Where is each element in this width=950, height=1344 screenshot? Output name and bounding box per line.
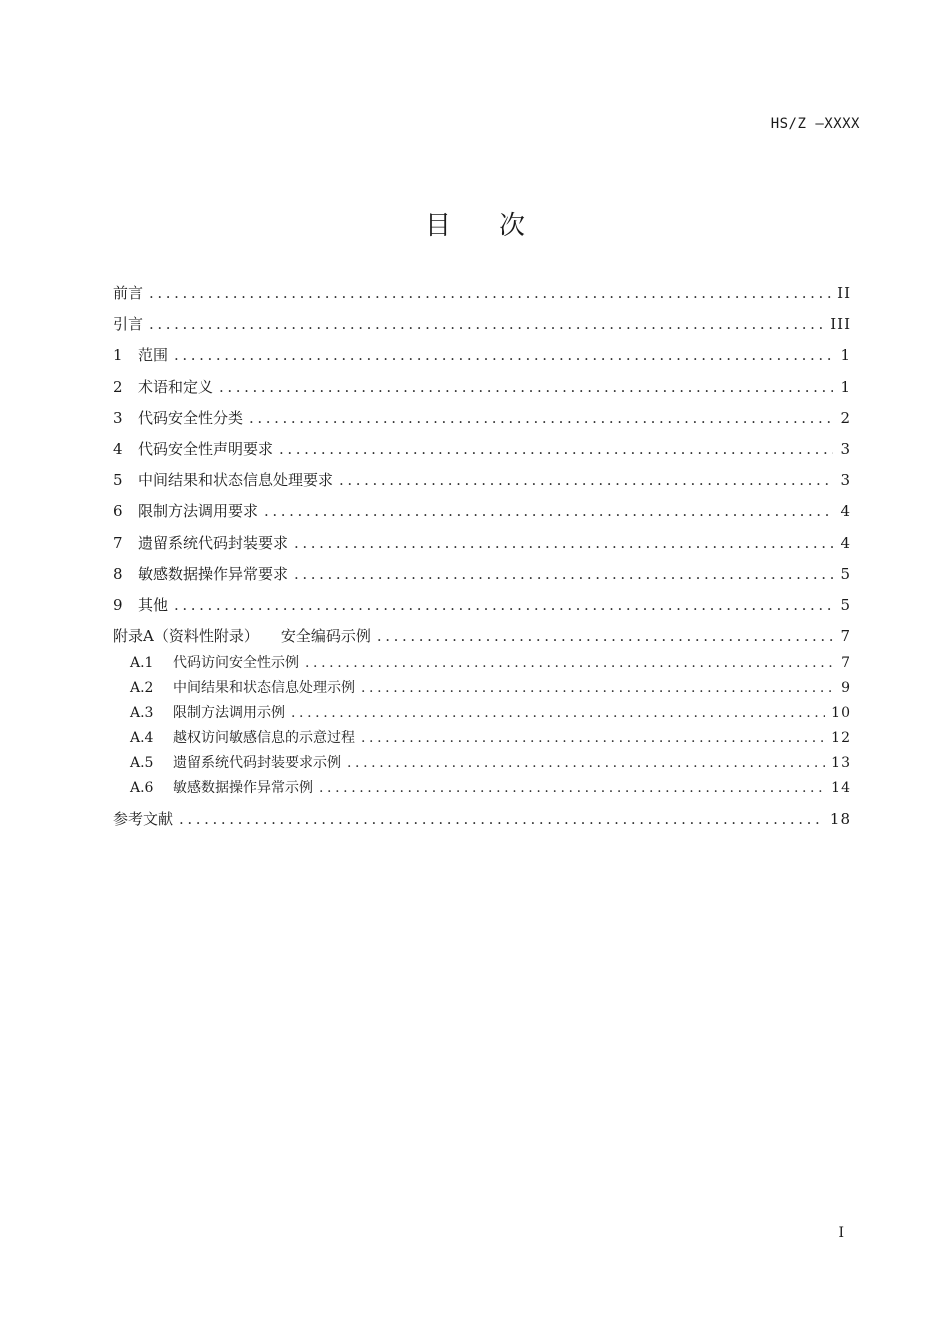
toc-label: 引言 — [113, 315, 144, 334]
toc-entry-a2[interactable] — [113, 677, 851, 702]
toc-leader — [149, 284, 831, 302]
toc-label: 附录A（资料性附录） — [113, 627, 259, 646]
toc-label: 敏感数据操作异常示例 — [173, 780, 313, 797]
toc-leader — [361, 680, 833, 696]
toc-page: 4 — [840, 533, 851, 552]
toc-leader — [174, 596, 833, 614]
toc-label: 越权访问敏感信息的示意过程 — [173, 730, 355, 747]
toc-leader — [179, 810, 824, 828]
toc-entry-a4[interactable] — [113, 727, 851, 752]
toc-leader — [219, 378, 833, 396]
toc-leader — [294, 534, 833, 552]
toc-label: 中间结果和状态信息处理要求 — [138, 471, 334, 490]
toc-label: 参考文献 — [113, 810, 174, 829]
toc-page: 1 — [840, 346, 851, 365]
toc-number: 6 — [113, 502, 123, 521]
toc-label: 范围 — [138, 346, 169, 365]
toc-label: 敏感数据操作异常要求 — [138, 564, 289, 583]
toc-leader — [339, 471, 833, 489]
toc-label: 前言 — [113, 284, 144, 302]
toc-number: 5 — [113, 471, 123, 490]
toc-page: 10 — [831, 705, 851, 722]
toc-number: 3 — [113, 408, 123, 427]
toc-page: 3 — [840, 439, 851, 458]
table-of-contents — [113, 282, 851, 839]
toc-label: 限制方法调用示例 — [173, 705, 285, 722]
toc-number: A.5 — [130, 755, 154, 772]
toc-leader — [361, 730, 825, 746]
toc-page: II — [837, 284, 851, 302]
toc-number: 9 — [113, 595, 123, 614]
toc-number: A.2 — [130, 680, 154, 697]
toc-page: 13 — [831, 755, 851, 772]
toc-number: 1 — [113, 346, 123, 365]
toc-page: 3 — [840, 471, 851, 490]
toc-label: 术语和定义 — [138, 377, 214, 396]
toc-number: 7 — [113, 533, 123, 552]
toc-entry-1[interactable] — [113, 344, 851, 375]
toc-entry-8[interactable] — [113, 563, 851, 594]
toc-page: 9 — [841, 680, 851, 697]
toc-entry-appendix-a[interactable] — [113, 625, 851, 652]
toc-label: 中间结果和状态信息处理示例 — [173, 680, 355, 697]
toc-page: 7 — [841, 655, 851, 672]
toc-entry-bibliography[interactable] — [113, 808, 851, 839]
toc-leader — [149, 315, 824, 333]
toc-label: 其他 — [138, 595, 169, 614]
toc-leader — [291, 705, 825, 721]
toc-leader — [264, 502, 833, 520]
toc-entry-4[interactable] — [113, 438, 851, 469]
toc-entry-3[interactable] — [113, 407, 851, 438]
toc-number: A.3 — [130, 705, 154, 722]
toc-leader — [347, 755, 825, 771]
toc-label: 遗留系统代码封装要求示例 — [173, 755, 341, 772]
toc-entry-9[interactable] — [113, 594, 851, 625]
toc-page: 5 — [840, 595, 851, 614]
title-char-2: 次 — [499, 211, 526, 241]
title-char-1: 目 — [424, 211, 451, 241]
toc-entry-a6[interactable] — [113, 777, 851, 802]
toc-page: III — [830, 315, 851, 334]
toc-entry-2[interactable] — [113, 376, 851, 407]
toc-number: 8 — [113, 564, 123, 583]
toc-label: 限制方法调用要求 — [138, 502, 259, 521]
toc-number: A.1 — [130, 655, 154, 672]
toc-number: 4 — [113, 439, 123, 458]
toc-entry-introduction[interactable] — [113, 313, 851, 344]
toc-label: 代码安全性分类 — [138, 408, 244, 427]
toc-page: 7 — [840, 627, 851, 646]
toc-leader — [377, 627, 833, 645]
page-title — [0, 205, 950, 242]
toc-page: 1 — [840, 377, 851, 396]
toc-leader — [174, 346, 833, 364]
toc-entry-foreword[interactable] — [113, 282, 851, 313]
toc-leader — [249, 409, 833, 427]
toc-entry-a1[interactable] — [113, 652, 851, 677]
toc-label: 代码安全性声明要求 — [138, 439, 274, 458]
toc-page: 4 — [840, 502, 851, 521]
toc-number: A.4 — [130, 730, 154, 747]
toc-page: 2 — [840, 408, 851, 427]
toc-entry-5[interactable] — [113, 469, 851, 500]
page-number: I — [838, 1225, 844, 1241]
toc-entry-a5[interactable] — [113, 752, 851, 777]
toc-leader — [319, 780, 825, 796]
toc-leader — [305, 655, 833, 671]
toc-page: 5 — [840, 564, 851, 583]
toc-number: 2 — [113, 377, 123, 396]
toc-label: 遗留系统代码封装要求 — [138, 533, 289, 552]
toc-entry-6[interactable] — [113, 500, 851, 531]
document-code: HS/Z —XXXX — [770, 116, 860, 132]
toc-entry-a3[interactable] — [113, 702, 851, 727]
toc-page: 12 — [831, 730, 851, 747]
toc-page: 14 — [831, 780, 851, 797]
toc-label-title: 安全编码示例 — [280, 627, 371, 646]
toc-label: 代码访问安全性示例 — [173, 655, 299, 672]
toc-leader — [294, 565, 833, 583]
toc-entry-7[interactable] — [113, 532, 851, 563]
toc-number: A.6 — [130, 780, 154, 797]
toc-leader — [279, 440, 833, 458]
toc-page: 18 — [829, 810, 851, 829]
